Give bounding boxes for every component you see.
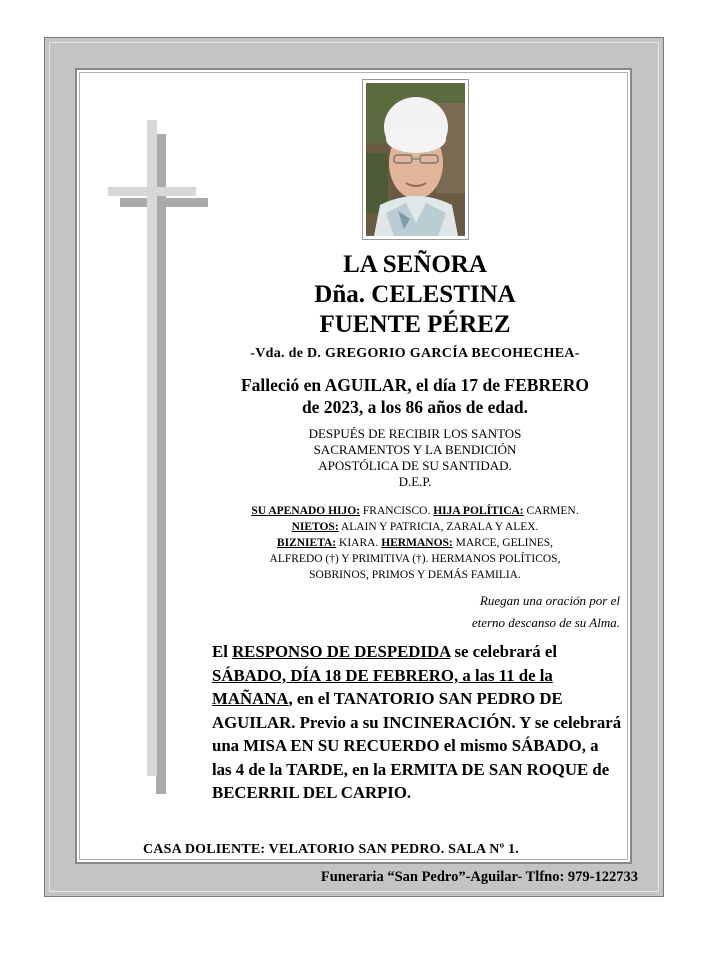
grandchildren-value: ALAIN Y PATRICIA, ZARALA Y ALEX. <box>338 521 539 533</box>
siblings-label: HERMANOS: <box>381 537 453 549</box>
announce-date: SÁBADO, DÍA 18 DE FEBRERO, a las 11 de la MAÑANA <box>212 665 553 708</box>
prayer-line-2: eterno descanso de su Alma. <box>471 615 620 630</box>
portrait-image <box>366 83 465 236</box>
son-value: FRANCISCO. <box>360 505 434 517</box>
daughter-in-law-value: CARMEN. <box>523 505 579 517</box>
sacraments-line-1: DESPUÉS DE RECIBIR LOS SANTOS <box>308 426 522 441</box>
casa-doliente: CASA DOLIENTE: VELATORIO SAN PEDRO. SALA Nº 1. <box>143 842 519 857</box>
family-line-1 <box>200 503 630 519</box>
portrait-photo <box>362 79 469 240</box>
heading-la-senora: LA SEÑORA <box>343 251 487 278</box>
heading-first-name: Dña. CELESTINA <box>314 281 516 308</box>
funeral-announcement <box>212 640 622 805</box>
prayer-block <box>410 590 620 634</box>
funeraria-footer: Funeraria “San Pedro”-Aguilar- Tlfno: 979-122733 <box>320 869 638 885</box>
family-line-5: SOBRINOS, PRIMOS Y DEMÁS FAMILIA. <box>309 569 521 581</box>
son-label: SU APENADO HIJO: <box>251 505 361 517</box>
heading-surnames: FUENTE PÉREZ <box>319 311 511 338</box>
family-line-3 <box>200 535 630 551</box>
announce-responso: RESPONSO DE DESPEDIDA <box>232 642 451 661</box>
sacraments-block <box>200 426 630 490</box>
grandchildren-label: NIETOS: <box>291 521 339 533</box>
family-line-2 <box>200 519 630 535</box>
announce-part-3: se celebrará el <box>450 642 557 661</box>
name-block <box>200 250 630 340</box>
siblings-value: MARCE, GELINES, <box>452 537 554 549</box>
death-line-1: Falleció en AGUILAR, el día 17 de FEBRERO <box>240 375 590 395</box>
great-grandchild-value: KIARA. <box>336 537 382 549</box>
announce-part-1: El <box>212 642 233 661</box>
dep-text: D.E.P. <box>398 474 432 489</box>
great-grandchild-label: BIZNIETA: <box>276 537 337 549</box>
widow-line: -Vda. de D. GREGORIO GARCÍA BECOHECHEA- <box>250 346 580 361</box>
prayer-line-1: Ruegan una oración por el <box>479 593 620 608</box>
death-block <box>200 374 630 418</box>
family-line-4: ALFREDO (†) Y PRIMITIVA (†). HERMANOS POLÍTICOS, <box>269 553 561 565</box>
announce-part-5: , en el TANATORIO SAN PEDRO DE AGUILAR. Previo a su INCINERACIÓN. Y se celebrará una MISA EN SU RECUERDO el mismo SÁBADO, a las 4 de la TARDE, en la ERMITA DE SAN ROQUE de BECERRIL DEL CARPIO. <box>212 689 622 802</box>
sacraments-line-2: SACRAMENTOS Y LA BENDICIÓN <box>313 442 517 457</box>
family-block <box>200 503 630 583</box>
sacraments-line-3: APOSTÓLICA DE SU SANTIDAD. <box>318 458 512 473</box>
death-line-2: de 2023, a los 86 años de edad. <box>301 397 529 417</box>
daughter-in-law-label: HIJA POLÍTICA: <box>433 505 524 517</box>
